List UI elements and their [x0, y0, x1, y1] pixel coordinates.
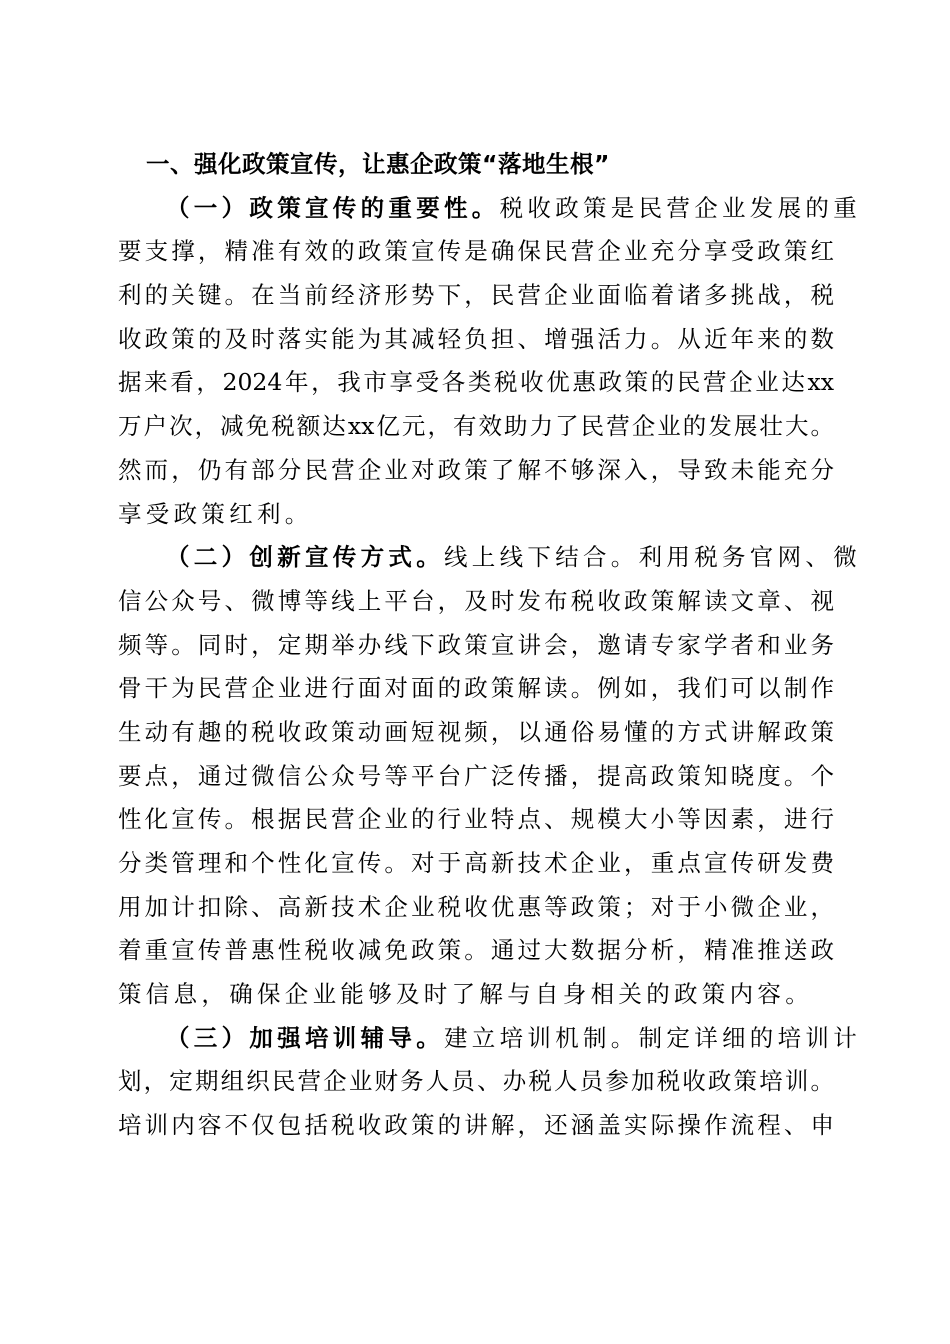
paragraph-1-line: 据来看，2024年，我市享受各类税收优惠政策的民营企业达xx — [118, 368, 834, 397]
paragraph-1-line: 万户次，减免税额达xx亿元，有效助力了民营企业的发展壮大。 — [118, 412, 834, 441]
paragraph-2-line: 频等。同时，定期举办线下政策宣讲会，邀请专家学者和业务 — [118, 630, 834, 659]
paragraph-1-line-1: （一）政策宣传的重要性。税收政策是民营企业发展的重 — [166, 193, 862, 222]
paragraph-2-line: 用加计扣除、高新技术企业税收优惠等政策；对于小微企业， — [118, 892, 834, 921]
paragraph-1-line: 收政策的及时落实能为其减轻负担、增强活力。从近年来的数 — [118, 324, 834, 353]
paragraph-1-line: 利的关键。在当前经济形势下，民营企业面临着诸多挑战，税 — [118, 281, 834, 310]
paragraph-2-line: 信公众号、微博等线上平台，及时发布税收政策解读文章、视 — [118, 586, 834, 615]
paragraph-2-line: 分类管理和个性化宣传。对于高新技术企业，重点宣传研发费 — [118, 849, 834, 877]
paragraph-3-line-1: （三）加强培训辅导。建立培训机制。制定详细的培训计 — [166, 1023, 861, 1052]
paragraph-2-line: 要点，通过微信公众号等平台广泛传播，提高政策知晓度。个 — [118, 761, 834, 790]
paragraph-2-line: 性化宣传。根据民营企业的行业特点、规模大小等因素，进行 — [118, 805, 834, 834]
paragraph-1-line: 要支撑，精准有效的政策宣传是确保民营企业充分享受政策红 — [118, 237, 834, 266]
paragraph-3-line: 培训内容不仅包括税收政策的讲解，还涵盖实际操作流程、申 — [118, 1111, 834, 1140]
paragraph-2-lead: （二）创新宣传方式。 — [166, 543, 444, 572]
document-page — [118, 143, 862, 1148]
paragraph-1-line: 然而，仍有部分民营企业对政策了解不够深入，导致未能充分 — [118, 455, 834, 484]
paragraph-2-line: 着重宣传普惠性税收减免政策。通过大数据分析，精准推送政 — [118, 936, 834, 965]
paragraph-2-line: 策信息，确保企业能够及时了解与自身相关的政策内容。 — [118, 980, 813, 1009]
paragraph-1-line: 享受政策红利。 — [118, 499, 313, 528]
paragraph-2-line: 骨干为民营企业进行面对面的政策解读。例如，我们可以制作 — [118, 674, 834, 703]
paragraph-2-line-1: （二）创新宣传方式。线上线下结合。利用税务官网、微 — [166, 543, 861, 572]
paragraph-3-lead: （三）加强培训辅导。 — [166, 1023, 444, 1052]
paragraph-2-line: 生动有趣的税收政策动画短视频，以通俗易懂的方式讲解政策 — [118, 717, 834, 746]
section-heading: 一、强化政策宣传，让惠企政策“落地生根” — [146, 150, 610, 178]
paragraph-3-line: 划，定期组织民营企业财务人员、办税人员参加税收政策培训。 — [118, 1067, 834, 1096]
paragraph-1-lead: （一）政策宣传的重要性。 — [166, 193, 500, 222]
